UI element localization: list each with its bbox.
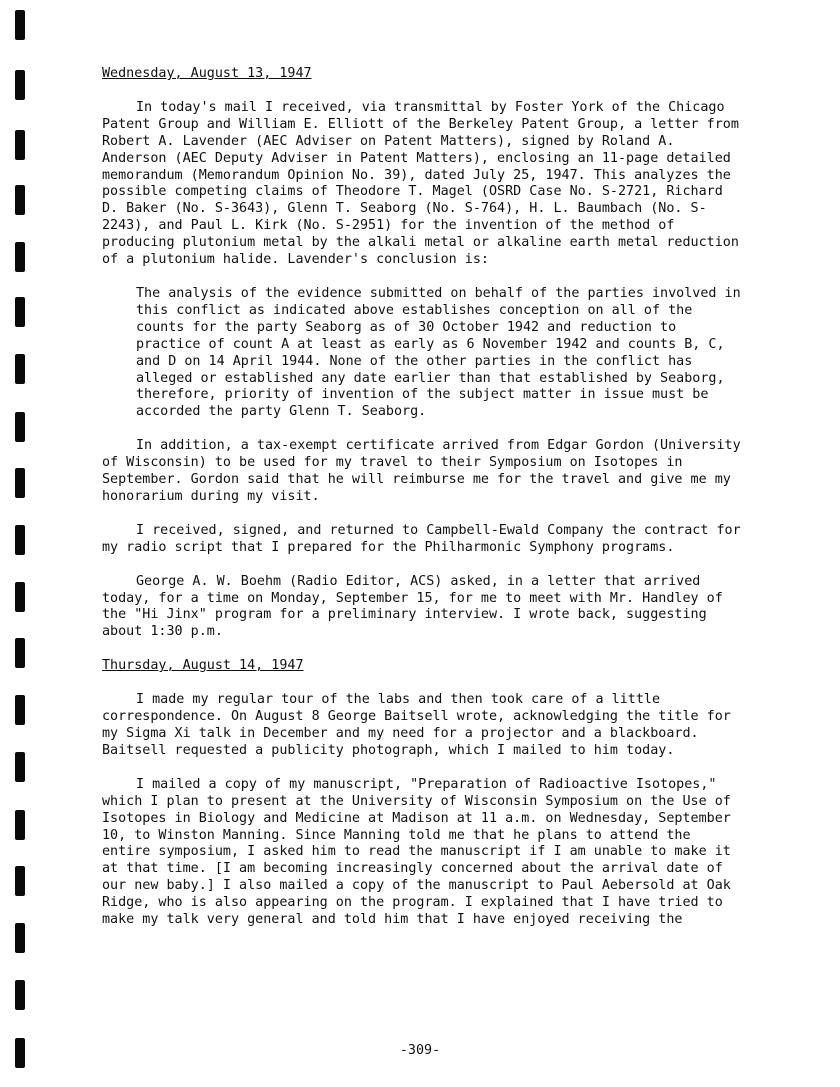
paragraph: I made my regular tour of the labs and then took care of a little correspondence. On August 8 George Baitsell wrote, acknowledging the title for my Sigma Xi talk in December and my need for a projector and a blackboard. Baitsell requested a publicity photograph, which I mailed to him today. <box>102 692 731 758</box>
entry-date: Wednesday, August 13, 1947 <box>102 66 312 81</box>
paragraph: I mailed a copy of my manuscript, "Preparation of Radioactive Isotopes," which I plan to present at the University of Wisconsin Symposium on the Use of Isotopes in Biology and Medicine at Madison at 11 a.m. on Wednesday, September 10, to Winston Manning. Since Manning told me that he plans to attend the entire symposium, I asked him to read the manuscript if I am unable to make it at that time. [I am becoming increasingly concerned about the arrival date of our new baby.] I also mailed a copy of the manuscript to Paul Aebersold at Oak Ridge, who is also appearing on the program. I explained that I have tried to make my talk very general and told him that I have enjoyed receiving the <box>102 776 731 928</box>
paragraph: George A. W. Boehm (Radio Editor, ACS) asked, in a letter that arrived today, for a time on Monday, September 15, for me to meet with Mr. Handley of the "Hi Jinx" program for a preliminary interview. I wrote back, suggesting about 1:30 p.m. <box>102 573 723 640</box>
paragraph: I received, signed, and returned to Campbell-Ewald Company the contract for my radio script that I prepared for the Philharmonic Symphony programs. <box>102 522 741 555</box>
document-page <box>102 66 742 929</box>
binding-holes <box>15 0 27 1087</box>
paragraph: In today's mail I received, via transmittal by Foster York of the Chicago Patent Group and William E. Elliott of the Berkeley Patent Group, a letter from Robert A. Lavender (AEC Adviser on Patent Matters), signed by Roland A. Anderson (AEC Deputy Adviser in Patent Matters), enclosing an 11-page detailed memorandum (Memorandum Opinion No. 39), dated July 25, 1947. This analyzes the possible competing claims of Theodore T. Magel (OSRD Case No. S-2721, Richard D. Baker (No. S-3643), Glenn T. Seaborg (No. S-764), H. L. Baumbach (No. S-2243), and Paul L. Kirk (No. S-2951) for the invention of the method of producing plutonium metal by the alkali metal or alkaline earth metal reduction of a plutonium halide. Lavender's conclusion is: <box>102 99 739 268</box>
page-number: -309- <box>399 1043 441 1058</box>
entry-date: Thursday, August 14, 1947 <box>102 658 304 674</box>
block-quote: The analysis of the evidence submitted on behalf of the parties involved in this conflict as indicated above establishes conception on all of the counts for the party Seaborg as of 30 October 1942 and reduction to practice of count A at least as early as 6 November 1942 and counts B, C, and D on 14 April 1944. None of the other parties in the conflict has alleged or established any date earlier than that established by Seaborg, therefore, priority of invention of the subject matter in issue must be accorded the party Glenn T. Seaborg. <box>136 285 741 420</box>
paragraph: In addition, a tax-exempt certificate arrived from Edgar Gordon (University of Wisconsin) to be used for my travel to their Symposium on Isotopes in September. Gordon said that he will reimburse me for the travel and give me my honorarium during my visit. <box>102 438 741 504</box>
